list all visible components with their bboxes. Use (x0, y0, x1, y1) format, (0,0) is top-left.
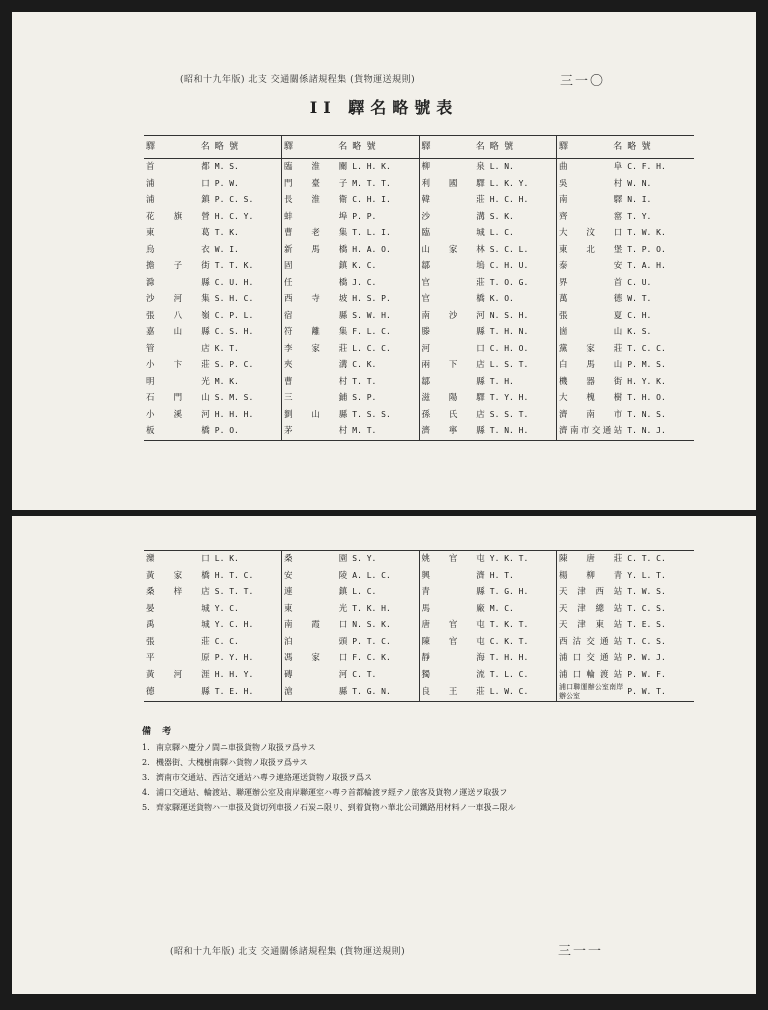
station-name: 張夏 (557, 308, 626, 325)
station-name: 滋陽驛 (419, 390, 488, 407)
station-code: H. A. O. (352, 244, 391, 254)
table-row (144, 667, 694, 684)
station-name: 曹老集 (282, 225, 351, 242)
station-code: W. I. (214, 244, 239, 254)
station-name: 灤口 (146, 554, 211, 564)
station-name: 浦口聯運辦公室南岸辦公室 (557, 683, 626, 702)
station-code: T. O. G. (489, 277, 529, 287)
station-code: F. C. K. (352, 653, 391, 662)
remark-number: 5. (142, 803, 150, 812)
station-code: S. K. (489, 211, 514, 221)
station-code: P. W. J. (627, 653, 666, 662)
station-code: T. N. J. (625, 423, 694, 440)
station-name: 明光 (146, 376, 211, 387)
station-name: 天津西站 (557, 584, 626, 601)
station-name: 黃家橋 (146, 570, 211, 581)
station-name: 門臺子 (282, 176, 351, 193)
column-header-station: 驛 名 (557, 136, 626, 159)
station-name: 曲阜 (557, 159, 626, 176)
station-code: C. T. (352, 669, 377, 679)
station-name: 東光 (282, 601, 351, 618)
remarks-section (142, 724, 702, 815)
table-row (144, 291, 694, 308)
table-row (144, 683, 694, 702)
station-name: 管店 (146, 343, 211, 354)
station-name: 西沽交通站 (557, 634, 626, 651)
station-name: 西寺坡 (282, 291, 351, 308)
table-row (144, 258, 694, 275)
station-name: 萬德 (557, 291, 626, 308)
station-code: S. W. H. (352, 310, 391, 320)
station-code-table (144, 135, 694, 441)
station-code: H. Y. K. (627, 376, 666, 386)
station-name: 新馬橋 (282, 242, 351, 259)
station-name: 滁縣 (146, 277, 211, 288)
station-code: T. K. (214, 228, 239, 237)
station-code: S. T. T. (214, 587, 254, 596)
station-code: C. U. H. (214, 277, 254, 287)
station-code: P. C. S. (214, 195, 254, 204)
station-code: M. C. (489, 603, 514, 613)
station-code: W. N. (627, 178, 652, 188)
station-code: L. W. C. (488, 683, 557, 702)
station-name: 浦口交通站 (557, 650, 626, 667)
table-row (144, 225, 694, 242)
page-number: 三一〇 (560, 74, 606, 89)
station-code: T. K. H. (352, 603, 391, 613)
station-code: T. G. H. (489, 587, 529, 596)
table-row (144, 209, 694, 226)
station-code: C. P. L. (214, 310, 254, 320)
station-name: 滄縣 (282, 683, 351, 702)
station-code: C. F. H. (627, 162, 666, 171)
station-name: 安陵 (282, 568, 351, 585)
station-name: 小卞莊 (146, 360, 211, 370)
station-code: P. M. S. (627, 360, 666, 369)
remark-item (142, 740, 702, 755)
station-code: T. E. H. (213, 683, 282, 702)
station-code: H. C. Y. (214, 211, 254, 221)
page-number: 三一一 (558, 944, 604, 959)
station-name: 柳泉 (419, 159, 488, 176)
station-code: L. C. (489, 228, 514, 237)
station-name: 利國驛 (419, 176, 488, 193)
station-code: T. K. T. (489, 620, 529, 629)
station-name: 浦口 (146, 178, 211, 189)
remark-item (142, 755, 702, 770)
running-header: (昭和十九年版) 北支 交通關係諸規程集 (貨物運送規則) (170, 947, 406, 957)
station-code: M. K. (214, 376, 239, 386)
station-code: P. Y. H. (214, 653, 254, 662)
station-name: 禹城 (146, 620, 211, 630)
station-name: 夾溝 (282, 357, 351, 374)
station-name: 韓莊 (419, 192, 488, 209)
station-code: T. W. K. (627, 228, 666, 237)
station-code: C. H. I. (352, 195, 391, 204)
station-name: 劉山縣 (282, 407, 351, 424)
column-header-code: 略 號 (350, 136, 419, 159)
station-name: 兩下店 (419, 357, 488, 374)
station-code: T. N. H. (488, 423, 557, 440)
station-name: 宿縣 (282, 308, 351, 325)
station-name: 任橋 (282, 275, 351, 292)
table-row (144, 634, 694, 651)
station-name: 固鎮 (282, 258, 351, 275)
table-row (144, 551, 694, 568)
station-code: L. K. Y. (489, 178, 529, 188)
table-row (144, 275, 694, 292)
station-name: 陳官屯 (419, 634, 488, 651)
station-name: 濟寧縣 (419, 423, 488, 440)
remark-text: 濟南市交通站、西沽交通站ハ專ラ連絡運送貨物ノ取扱ヲ爲ス (156, 773, 372, 782)
station-code: T. N. S. (627, 409, 666, 419)
remark-number: 1. (142, 743, 150, 752)
station-name: 河口 (419, 341, 488, 358)
station-code: N. I. (627, 195, 652, 204)
station-code: N. S. H. (489, 310, 529, 320)
station-name: 南驛 (557, 192, 626, 209)
station-code: C. H. O. (489, 343, 529, 353)
column-header-station: 驛 名 (419, 136, 488, 159)
station-name: 臨城 (419, 225, 488, 242)
station-name: 嘉山縣 (146, 327, 211, 337)
station-name: 白馬山 (557, 357, 626, 374)
station-code: C. K. (352, 360, 377, 369)
station-code: L. K. (214, 554, 239, 563)
station-name: 蚌埠 (282, 209, 351, 226)
station-code: H. T. (489, 570, 514, 580)
station-name: 德縣 (144, 683, 213, 702)
table-row (144, 324, 694, 341)
station-code: T. Y. H. (489, 393, 529, 402)
station-code: P. W. (214, 178, 239, 188)
station-name: 滕縣 (419, 324, 488, 341)
station-code: L. N. (489, 162, 514, 171)
station-name: 符離集 (282, 324, 351, 341)
station-name: 曹村 (282, 374, 351, 391)
station-name: 靜海 (419, 650, 488, 667)
station-name: 姚官屯 (419, 551, 488, 568)
station-name: 黃河涯 (146, 669, 211, 680)
station-code: T. C. S. (627, 603, 666, 613)
station-name: 陳唐莊 (557, 551, 626, 568)
station-name: 石門山 (146, 393, 211, 403)
station-code: K. C. (352, 261, 377, 270)
station-code: L. S. T. (489, 360, 529, 369)
column-header-code: 略 號 (213, 136, 282, 159)
station-name: 三鋪 (282, 390, 351, 407)
station-name: 桑園 (282, 551, 351, 568)
station-name: 連鎮 (282, 584, 351, 601)
table-row (144, 584, 694, 601)
station-name: 磚河 (282, 667, 351, 684)
station-name: 擔子街 (146, 261, 211, 271)
station-name: 平原 (146, 653, 211, 663)
station-code: T. C. C. (627, 343, 666, 353)
table-row (144, 423, 694, 440)
station-code: S. H. C. (214, 294, 254, 303)
station-name: 界首 (557, 275, 626, 292)
station-name: 沙河集 (146, 294, 211, 304)
station-code: S. C. L. (489, 244, 529, 254)
station-code: T. C. S. (627, 636, 666, 646)
remark-item (142, 785, 702, 800)
station-code: S. Y. (352, 554, 377, 563)
table-row (144, 176, 694, 193)
table-row (144, 159, 694, 176)
station-code: L. C. (352, 587, 377, 596)
table-row (144, 242, 694, 259)
station-code: C. H. U. (489, 261, 529, 270)
station-name: 興濟 (419, 568, 488, 585)
remarks-title: 備 考 (142, 727, 176, 737)
table-row (144, 308, 694, 325)
station-name: 泊頭 (282, 634, 351, 651)
station-code: T. E. S. (627, 620, 666, 629)
table-row (144, 407, 694, 424)
station-name: 山家林 (419, 242, 488, 259)
station-name: 桑梓店 (146, 587, 211, 597)
column-header-code: 略 號 (488, 136, 557, 159)
station-name: 浦口輪渡站 (557, 667, 626, 684)
station-name: 吳村 (557, 176, 626, 193)
station-code: H. C. H. (489, 195, 529, 204)
station-name: 官橋 (419, 291, 488, 308)
station-code: P. O. (213, 423, 282, 440)
station-code: M. T. T. (352, 178, 391, 188)
station-code: S. M. S. (214, 393, 254, 402)
station-name: 泰安 (557, 258, 626, 275)
station-name: 鄒縣 (419, 374, 488, 391)
station-name: 馮家口 (282, 650, 351, 667)
station-code: T. L. I. (352, 228, 391, 237)
station-code: K. T. (214, 343, 239, 353)
station-name: 官莊 (419, 275, 488, 292)
station-code: T. H. O. (627, 393, 666, 402)
station-name: 茅村 (282, 423, 351, 440)
station-name: 花旗營 (146, 211, 211, 222)
remark-item (142, 770, 702, 785)
station-code: H. T. C. (214, 570, 254, 580)
station-name: 烏衣 (146, 244, 211, 255)
table-row (144, 341, 694, 358)
remark-text: 機器街、大槐樹南驛ハ貨物ノ取扱ヲ爲サス (156, 758, 308, 767)
station-name: 東北堡 (557, 242, 626, 259)
station-code: T. A. H. (627, 261, 666, 270)
station-code: C. K. T. (489, 636, 529, 646)
station-code: H. S. P. (352, 294, 391, 303)
station-code: K. O. (489, 294, 514, 303)
remark-number: 3. (142, 773, 150, 782)
station-name: 首都 (146, 162, 211, 172)
station-name: 天津總站 (557, 601, 626, 618)
station-code: C. T. C. (627, 554, 666, 563)
station-code: T. W. S. (627, 587, 666, 596)
table-row (144, 601, 694, 618)
station-name: 大汶口 (557, 225, 626, 242)
station-code: Y. C. (214, 603, 239, 613)
station-code: K. S. (627, 327, 652, 336)
station-code: M. T. (350, 423, 419, 440)
station-code: Y. C. H. (214, 620, 254, 629)
station-name: 小溪河 (146, 409, 211, 420)
station-name: 板橋 (144, 423, 213, 440)
station-name: 獨流 (419, 667, 488, 684)
page-311 (12, 516, 756, 994)
remark-item (142, 800, 702, 815)
station-code: P. P. (352, 211, 377, 221)
station-name: 沙溝 (419, 209, 488, 226)
station-code: W. T. (627, 294, 652, 303)
station-name: 青縣 (419, 584, 488, 601)
station-code: P. W. T. (625, 683, 694, 702)
station-code: S. P. C. (214, 360, 254, 369)
station-code: S. P. (352, 393, 377, 402)
table-row (144, 568, 694, 585)
station-code: C. S. H. (214, 327, 254, 336)
station-code: M. S. (214, 162, 239, 171)
station-name: 天津東站 (557, 617, 626, 634)
column-header-station: 驛 名 (144, 136, 213, 159)
station-name: 孫氏店 (419, 407, 488, 424)
table-row (144, 390, 694, 407)
station-name: 濟南市 (557, 407, 626, 424)
table-row (144, 357, 694, 374)
station-code: S. S. T. (489, 409, 529, 419)
station-code: T. T. K. (214, 261, 254, 270)
station-name: 唐官屯 (419, 617, 488, 634)
station-name: 機器街 (557, 374, 626, 391)
station-name: 大槐樹 (557, 390, 626, 407)
station-name: 鄒塢 (419, 258, 488, 275)
station-name: 濟南市交通站 (557, 423, 626, 440)
station-code: H. H. Y. (214, 669, 254, 679)
table-row (144, 650, 694, 667)
running-header: (昭和十九年版) 北支 交通關係諸規程集 (貨物運送規則) (180, 75, 416, 85)
station-code: T. P. O. (627, 244, 666, 254)
station-code: T. H. H. (489, 653, 529, 662)
column-header-code: 略 號 (625, 136, 694, 159)
table-row (144, 374, 694, 391)
station-name: 臨淮關 (282, 159, 351, 176)
station-code: F. L. C. (352, 327, 391, 336)
station-code: H. H. H. (214, 409, 254, 419)
station-name: 南沙河 (419, 308, 488, 325)
station-code: Y. L. T. (627, 570, 666, 580)
station-code: C. C. (214, 636, 239, 646)
station-code: T. S. S. (352, 409, 391, 419)
table-row (144, 617, 694, 634)
remark-text: 齊家驛運送貨物ハ一車扱及貨切列車扱ノ石炭ニ限リ、到着貨物ハ華北公司鐵路用材料ノ一車扱ニ限ル (156, 803, 516, 812)
column-header-station: 驛 名 (282, 136, 351, 159)
remark-number: 4. (142, 788, 150, 797)
station-code: T. G. N. (350, 683, 419, 702)
station-code: T. T. (352, 376, 377, 386)
station-name: 黨家莊 (557, 341, 626, 358)
station-name: 良王莊 (419, 683, 488, 702)
station-name: 張八嶺 (146, 310, 211, 321)
station-code: T. H. N. (489, 327, 529, 336)
station-code: C. U. (627, 277, 652, 287)
station-code: A. L. C. (352, 570, 391, 580)
station-name: 張莊 (146, 636, 211, 647)
station-name: 崮山 (557, 324, 626, 341)
station-code: L. C. C. (352, 343, 391, 353)
station-name: 馬廠 (419, 601, 488, 618)
station-code-table-continued (144, 550, 694, 702)
station-name: 晏城 (146, 603, 211, 614)
station-name: 東葛 (146, 228, 211, 238)
station-code: T. L. C. (489, 669, 529, 679)
station-code: N. S. K. (352, 620, 391, 629)
station-code: C. H. (627, 310, 652, 320)
station-name: 齊窰 (557, 209, 626, 226)
station-code: J. C. (352, 277, 377, 287)
page-310 (12, 12, 756, 510)
remark-text: 南京驛ハ慶分ノ間ニ車扱貨物ノ取扱ヲ爲サス (156, 743, 316, 752)
remark-text: 浦口交通站、輪渡站、聯運辦公室及南岸聯運室ハ專ラ首都輪渡ヲ經テノ旅客及貨物ノ運送ヲ取扱フ (156, 788, 508, 797)
station-code: T. H. (489, 376, 514, 386)
remark-number: 2. (142, 758, 150, 767)
station-code: Y. K. T. (489, 554, 529, 563)
station-code: L. H. K. (352, 162, 391, 171)
table-row (144, 192, 694, 209)
station-code: P. T. C. (352, 636, 391, 646)
station-code: T. Y. (627, 211, 652, 221)
station-name: 南霞口 (282, 617, 351, 634)
station-name: 浦鎮 (146, 195, 211, 205)
station-code: P. W. F. (627, 669, 666, 679)
station-name: 長淮衛 (282, 192, 351, 209)
station-name: 楊柳青 (557, 568, 626, 585)
page-title: II 驛名略號表 (309, 98, 459, 117)
station-name: 李家莊 (282, 341, 351, 358)
table-header-row (144, 136, 694, 159)
